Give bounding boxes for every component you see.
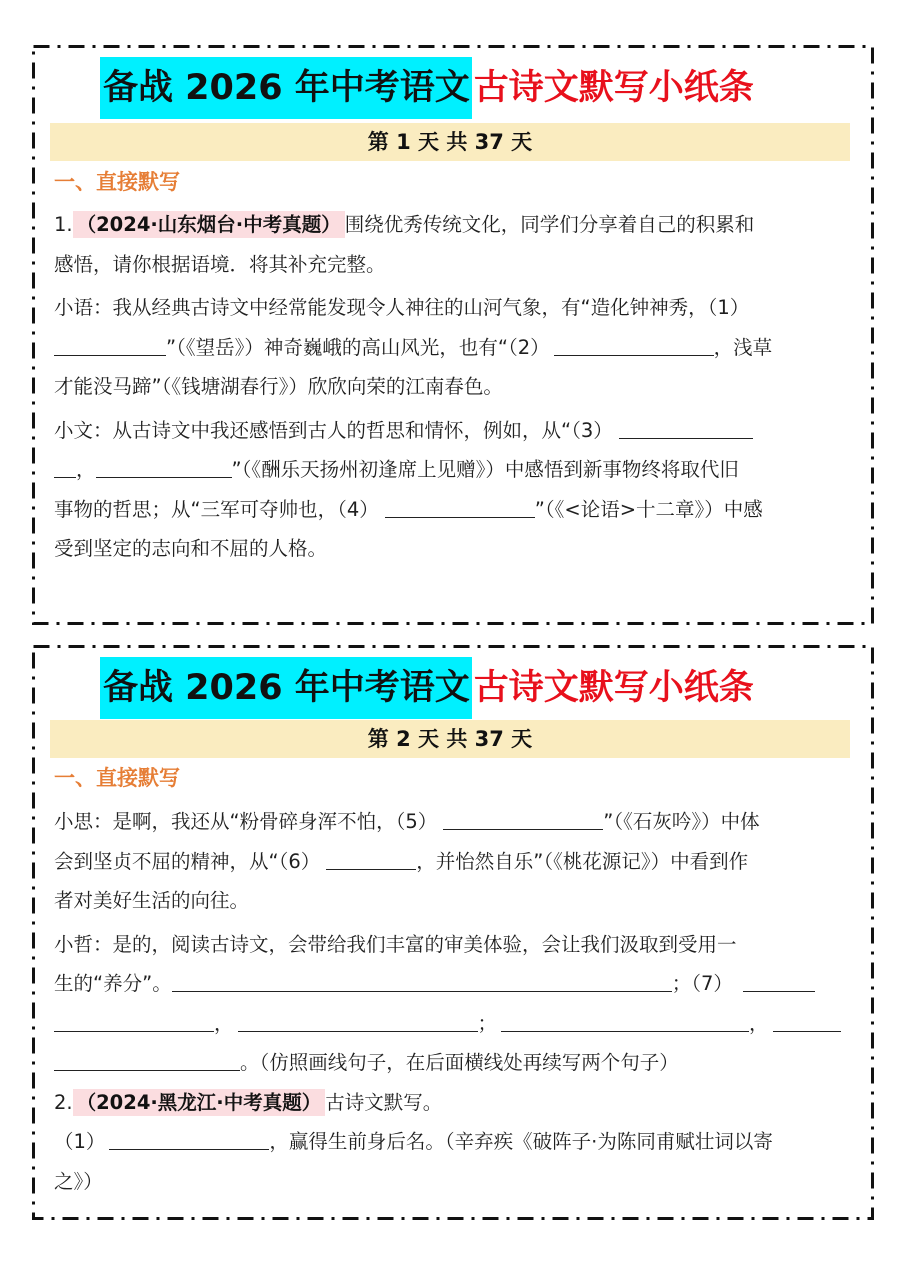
text-line (54, 1123, 854, 1163)
question-1-line (54, 205, 854, 245)
text-line: 感悟，请你根据语境．将其补充完整。 (54, 252, 386, 276)
blank-1 (54, 333, 166, 356)
text-line: 才能没马蹄”（《钱塘湖春行》）欣欣向荣的江南春色。 (54, 375, 503, 398)
question-body (54, 803, 854, 1202)
underlined-example-sentence (172, 969, 672, 992)
text: ， (214, 1011, 234, 1035)
question-number: 2. (54, 1090, 73, 1114)
section-heading: 一、直接默写 (54, 170, 180, 194)
text-line (54, 328, 854, 368)
title-highlighted: 备战 2026 年中考语文 (100, 657, 472, 719)
text: 。（仿照画线句子，在后面横线处再续写两个句子） (240, 1051, 679, 1074)
text-line (54, 1044, 854, 1084)
section-heading: 一、直接默写 (54, 766, 180, 790)
text-line: 小语：我从经典古诗文中经常能发现令人神往的山河气象，有“造化钟神秀，（1） (54, 296, 750, 319)
blank-q2-1 (109, 1127, 269, 1150)
blank-7c (501, 1009, 749, 1032)
text: ， (76, 458, 96, 481)
blank-4 (385, 495, 535, 518)
day-counter: 第 1 天 共 37 天 (50, 123, 850, 161)
text-line (54, 490, 854, 530)
text: ；（7） (671, 972, 733, 995)
text-line (54, 965, 854, 1005)
text: 事物的哲思；从“三军可夺帅也，（4） (54, 497, 379, 521)
day-counter: 第 2 天 共 37 天 (50, 720, 850, 758)
blank-7 (743, 969, 815, 992)
text: ，浅草 (713, 335, 773, 359)
blank-2 (554, 333, 714, 356)
text-line (54, 1005, 854, 1045)
text-line: 小哲：是的，阅读古诗文，会带给我们丰富的审美体验，会让我们汲取到受用一 (54, 932, 737, 956)
question-number: 1. (54, 213, 73, 236)
text: 围绕优秀传统文化，同学们分享着自己的积累和 (344, 213, 755, 236)
blank-6 (326, 847, 416, 870)
text-line: 者对美好生活的向往。 (54, 889, 250, 912)
text: （1） (54, 1130, 106, 1153)
title-highlighted: 备战 2026 年中考语文 (100, 57, 472, 119)
text-line (54, 803, 854, 843)
source-tag: （2024·山东烟台·中考真题） (73, 211, 345, 238)
blank-7b (238, 1009, 478, 1032)
text: ”（《石灰吟》）中体 (603, 810, 760, 833)
question-body (54, 205, 854, 569)
title-red: 古诗文默写小纸条 (473, 668, 754, 708)
text: 小文：从古诗文中我还感悟到古人的哲思和情怀，例如，从“（3） (54, 418, 613, 442)
blank-7d (773, 1009, 841, 1032)
text: 会到坚贞不屈的精神，从“（6） (54, 849, 321, 873)
text: ； (477, 1011, 498, 1035)
blank-5 (443, 807, 603, 830)
text-line (54, 843, 854, 883)
text: ”（《酬乐天扬州初逢席上见赠》）中感悟到新事物终将取代旧 (231, 458, 739, 481)
card-title (100, 657, 754, 719)
note-card-day-1 (32, 45, 874, 625)
title-red: 古诗文默写小纸条 (473, 68, 754, 108)
text-line: 之》） (54, 1169, 103, 1193)
blank-7a (54, 1009, 214, 1032)
text: ”（《<论语>十二章》）中感 (534, 497, 763, 521)
blank-7e (54, 1048, 240, 1071)
card-title (100, 57, 754, 119)
text-line (54, 411, 854, 451)
text-line (54, 450, 854, 490)
note-card-day-2 (32, 645, 874, 1220)
blank-3 (619, 416, 753, 439)
blank-3-cont (54, 455, 76, 478)
question-2-line (54, 1084, 854, 1124)
text: 古诗文默写。 (325, 1090, 443, 1114)
text: ，赢得生前身后名。（辛弃疾《破阵子·为陈同甫赋壮词以寄 (269, 1130, 773, 1153)
source-tag: （2024·黑龙江·中考真题） (73, 1089, 326, 1116)
blank-3b (96, 455, 232, 478)
text-line: 受到坚定的志向和不屈的人格。 (54, 537, 328, 560)
text: ，并怡然自乐”（《桃花源记》）中看到作 (416, 849, 749, 873)
text: 小思：是啊，我还从“粉骨碎身浑不怕，（5） (54, 810, 438, 833)
text: ”（《望岳》）神奇巍峨的高山风光，也有“（2） (166, 335, 550, 359)
text: 生的“养分”。 (54, 972, 172, 995)
text: ， (749, 1011, 769, 1035)
